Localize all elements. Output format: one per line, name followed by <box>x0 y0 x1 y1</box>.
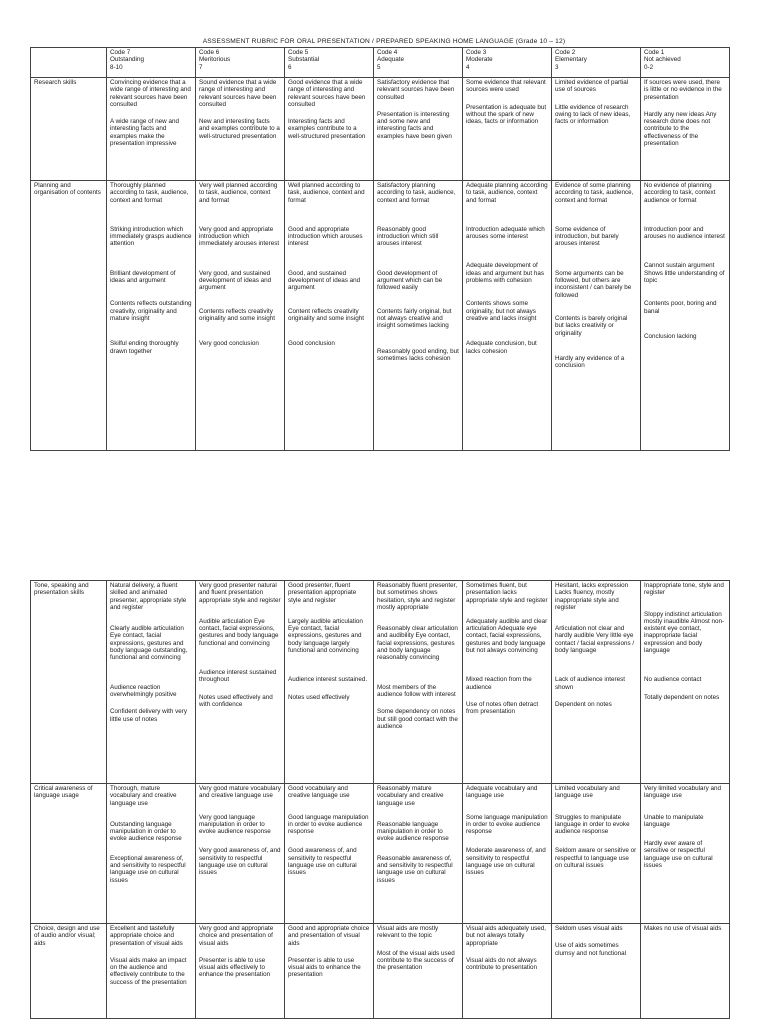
rubric-table-top <box>30 47 730 451</box>
rubric-cell <box>374 581 463 784</box>
descriptor-text: Very good and appropriate introduction which immediately arouses interest <box>199 225 280 248</box>
descriptor-text: Notes used effectively and with confidence <box>199 693 273 708</box>
header-line: 7 <box>199 63 203 71</box>
rubric-cell <box>196 924 285 1019</box>
header-line: Code 2 <box>555 49 576 56</box>
descriptor-text: Satisfactory planning according to task, audience, context and format <box>377 182 456 204</box>
rubric-cell <box>285 581 374 784</box>
descriptor-text: Satisfactory evidence that relevant sources have been consulted <box>377 79 455 101</box>
header-code-6 <box>196 48 285 78</box>
descriptor-text: Content reflects creativity originality and some insight <box>288 307 364 322</box>
descriptor-text: A wide range of new and interesting facts and examples make the presentation impressive <box>110 118 179 148</box>
descriptor-text: Audience interest sustained throughout <box>199 669 277 684</box>
descriptor-text: Reasonable awareness of, and sensitivity to respectful language use on cultural issues <box>377 854 453 884</box>
descriptor-text: Hardly ever aware of sensitive or respectful language use on cultural issues <box>644 840 713 870</box>
descriptor-text: Good evidence that a wide range of interesting and relevant sources have been consulted <box>288 79 366 108</box>
header-line: Code 4 <box>377 49 398 56</box>
descriptor-text: Thoroughly planned according to task, audience, context and format <box>110 182 189 204</box>
rubric-cell <box>374 784 463 924</box>
descriptor-text: Sound evidence that a wide range of interesting and relevant sources have been consulted <box>199 79 277 108</box>
rubric-cell <box>552 181 641 451</box>
header-line: 3 <box>555 63 559 71</box>
descriptor-text: Reasonable language manipulation in order to evoke audience response <box>377 820 449 843</box>
descriptor-text: Very good, and sustained development of ideas and argument <box>199 269 272 292</box>
rubric-cell <box>196 784 285 924</box>
descriptor-text: Inappropriate tone, style and register <box>644 582 724 597</box>
descriptor-text: Reasonably clear articulation and audibility Eye contact, facial expressions, gestures and body language reasonably convincing <box>377 625 458 662</box>
header-criteria-cell <box>31 48 107 78</box>
rubric-cell <box>285 784 374 924</box>
descriptor-text: Contents fairly original, but not always creative and insight sometimes lacking <box>377 307 452 330</box>
descriptor-text: Some arguments can be followed, but others are inconsistent / can barely be followed <box>555 269 632 299</box>
rubric-cell <box>463 181 552 451</box>
header-row <box>31 48 730 78</box>
rubric-row <box>31 78 730 181</box>
header-line: Moderate <box>466 56 493 64</box>
rubric-cell <box>552 924 641 1019</box>
header-line: Code 1 <box>644 49 665 56</box>
rubric-cell <box>463 78 552 181</box>
descriptor-text: Moderate awareness of, and sensitivity to respectful language use on cultural issues <box>466 847 546 877</box>
header-line: 4 <box>466 63 470 71</box>
header-code-3 <box>463 48 552 78</box>
descriptor-text: Good conclusion <box>288 340 335 348</box>
header-code-5 <box>285 48 374 78</box>
header-line: Code 3 <box>466 49 487 56</box>
descriptor-text: Sloppy indistinct articulation mostly inaudible Almost non-existent eye contact, inappropriate facial expression and body language <box>644 610 725 655</box>
descriptor-text: Lack of audience interest shown <box>555 676 626 691</box>
descriptor-text: Audience interest sustained. <box>288 676 368 684</box>
header-line: Meritorious <box>199 56 231 64</box>
descriptor-text: Very good language manipulation in order to evoke audience response <box>199 813 271 836</box>
rubric-row <box>31 784 730 924</box>
rubric-cell <box>641 924 730 1019</box>
descriptor-text: Limited evidence of partial use of sources <box>555 79 629 94</box>
rubric-cell <box>196 181 285 451</box>
descriptor-text: Presenter is able to use visual aids to enhance the presentation <box>288 956 361 979</box>
rubric-cell <box>552 784 641 924</box>
header-code-7 <box>107 48 196 78</box>
descriptor-text: No evidence of planning according to task, context audience or format <box>644 182 716 204</box>
descriptor-text: Good awareness of, and sensitivity to respectful language use on cultural issues <box>288 847 357 877</box>
rubric-cell <box>641 581 730 784</box>
rubric-row <box>31 924 730 1019</box>
descriptor-text: Struggles to manipulate language in order to evoke audience response <box>555 813 630 836</box>
descriptor-text: Introduction poor and arouses no audience interest <box>644 225 725 241</box>
descriptor-text: Some evidence of introduction, but barely arouses interest <box>555 225 619 248</box>
rubric-cell <box>107 784 196 924</box>
descriptor-text: Visual aids adequately used, but not always totally appropriate <box>466 925 547 947</box>
header-code-1 <box>641 48 730 78</box>
descriptor-text: Good, and sustained development of ideas and argument <box>288 269 361 292</box>
descriptor-text: Reasonably good introduction which still arouses interest <box>377 225 439 248</box>
descriptor-text: Sometimes fluent, but presentation lacks appropriate style and register <box>466 582 548 604</box>
descriptor-text: Adequate development of ideas and argument but has problems with cohesion <box>466 262 545 285</box>
descriptor-text: Well planned according to task, audience, context and format <box>288 182 365 204</box>
rubric-cell <box>463 784 552 924</box>
descriptor-text: Good language manipulation in order to evoke audience response <box>288 813 369 836</box>
descriptor-text: Clearly audible articulation Eye contact, facial expressions, gestures and body language outstanding, functional and convincing <box>110 625 188 662</box>
descriptor-text: Interesting facts and examples contribute to a well-structured presentation <box>288 118 366 140</box>
rubric-cell <box>641 784 730 924</box>
rubric-cell <box>196 78 285 181</box>
descriptor-text: Some language manipulation in order to evoke audience response <box>466 813 548 836</box>
descriptor-text: Totally dependent on notes <box>644 693 720 701</box>
descriptor-text: Contents reflects outstanding creativity, originality and mature insight <box>110 300 192 322</box>
descriptor-text: Presentation is interesting and some new and interesting facts and examples have been given <box>377 110 452 140</box>
descriptor-text: Hardly any evidence of a conclusion <box>555 354 625 370</box>
descriptor-text: Very good mature vocabulary and creative language use <box>199 785 281 800</box>
descriptor-text: Most of the visual aids used contribute to the success of the presentation <box>377 949 455 972</box>
descriptor-text: Contents poor, boring and banal <box>644 300 717 315</box>
descriptor-text: Reasonably mature vocabulary and creative language use <box>377 785 444 807</box>
descriptor-text: Striking introduction which immediately grasps audience attention <box>110 225 192 248</box>
descriptor-text: Adequate conclusion, but lacks cohesion <box>466 340 537 355</box>
descriptor-text: Some dependency on notes but still good contact with the audience <box>377 708 458 730</box>
rubric-cell <box>285 181 374 451</box>
descriptor-text: Contents is barely original but lacks creativity or originality <box>555 314 628 337</box>
criteria-label: Tone, speaking and presentation skills <box>31 581 107 784</box>
header-line: 5 <box>377 63 381 71</box>
criteria-label: Choice, design and use of audio and/or visual; aids <box>31 924 107 1019</box>
descriptor-text: Adequate vocabulary and language use <box>466 785 538 800</box>
descriptor-text: Very good presenter natural and fluent presentation appropriate style and register <box>199 582 281 604</box>
descriptor-text: If sources were used, there is little or no evidence in the presentation <box>644 79 722 101</box>
descriptor-text: Audible articulation Eye contact, facial expressions, gestures and body language functional and convincing <box>199 617 279 647</box>
header-line: Adequate <box>377 56 404 64</box>
header-line: Substantial <box>288 56 320 64</box>
header-line: 6 <box>288 63 292 71</box>
descriptor-text: Use of aids sometimes clumsy and not functional <box>555 942 627 957</box>
descriptor-text: Largely audible articulation Eye contact, facial expressions, gestures and body language largely functional and convincing <box>288 617 363 655</box>
rubric-cell <box>285 924 374 1019</box>
descriptor-text: Hardly any new ideas Any research done does not contribute to the effectiveness of the presentation <box>644 110 717 148</box>
rubric-cell <box>374 78 463 181</box>
descriptor-text: Very well planned according to task, audience, context and format <box>199 182 278 204</box>
rubric-cell <box>463 581 552 784</box>
header-line: Code 6 <box>199 49 220 56</box>
descriptor-text: Visual aids are mostly relevant to the topic <box>377 925 439 940</box>
descriptor-text: Confident delivery with very little use of notes <box>110 708 187 723</box>
descriptor-text: Mixed reaction from the audience <box>466 676 532 691</box>
descriptor-text: Limited vocabulary and language use <box>555 785 620 800</box>
rubric-cell <box>641 78 730 181</box>
descriptor-text: Hesitant, lacks expression Lacks fluency, mostly inappropriate style and register <box>555 582 629 611</box>
header-line: Elementary <box>555 56 587 64</box>
descriptor-text: Good vocabulary and creative language use <box>288 785 350 800</box>
descriptor-text: Contents reflects creativity originality and some insight <box>199 307 275 322</box>
descriptor-text: New and interesting facts and examples contribute to a well-structured presentation <box>199 118 280 140</box>
descriptor-text: Visual aids make an impact on the audience and effectively contribute to the success of the presentation <box>110 956 187 986</box>
descriptor-text: Good and appropriate introduction which arouses interest <box>288 225 363 248</box>
rubric-cell <box>107 78 196 181</box>
descriptor-text: Outstanding language manipulation in order to evoke audience response <box>110 820 182 843</box>
descriptor-text: No audience contact <box>644 676 702 684</box>
descriptor-text: Natural delivery, a fluent skilled and animated presenter, appropriate style and register <box>110 582 187 611</box>
descriptor-text: Excellent and tastefully appropriate choice and presentation of visual aids <box>110 925 183 947</box>
descriptor-text: Convincing evidence that a wide range of interesting and relevant sources have been consulted <box>110 79 191 108</box>
descriptor-text: Contents shows some originality, but not always creative and lacks insight <box>466 300 537 322</box>
rubric-cell <box>285 78 374 181</box>
rubric-cell <box>107 181 196 451</box>
criteria-label: Planning and organisation of contents <box>31 181 107 451</box>
descriptor-text: Use of notes often detract from presentation <box>466 700 539 716</box>
descriptor-text: Some evidence that relevant sources were used <box>466 79 546 94</box>
rubric-cell <box>107 581 196 784</box>
descriptor-text: Presentation is adequate but without the spark of new ideas, facts or information <box>466 103 547 126</box>
descriptor-text: Cannot sustain argument Shows little understanding of topic <box>644 262 725 285</box>
rubric-cell <box>374 181 463 451</box>
header-line: 0-2 <box>644 63 654 71</box>
descriptor-text: Makes no use of visual aids <box>644 925 722 932</box>
descriptor-text: Adequate planning according to task, audience, context and format <box>466 182 548 204</box>
descriptor-text: Very good and appropriate choice and presentation of visual aids <box>199 925 274 947</box>
header-line: Not achieved <box>644 56 681 64</box>
rubric-cell <box>107 924 196 1019</box>
page-title: ASSESSMENT RUBRIC FOR ORAL PRESENTATION / PREPARED SPEAKING HOME LANGUAGE (Grade 10 – 12) <box>202 38 566 45</box>
descriptor-text: Reasonably fluent presenter, but sometimes shows hesitation, style and register mostly appropriate <box>377 582 458 611</box>
rubric-cell <box>552 581 641 784</box>
descriptor-text: Audience reaction overwhelmingly positive <box>110 683 177 698</box>
descriptor-text: Good presenter, fluent presentation appropriate style and register <box>288 582 357 604</box>
rubric-cell <box>196 581 285 784</box>
descriptor-text: Seldom aware or sensitive or respectful to language use on cultural issues <box>555 847 637 870</box>
descriptor-text: Very good conclusion <box>199 340 259 348</box>
header-line: Code 7 <box>110 49 131 56</box>
descriptor-text: Dependent on notes <box>555 700 612 708</box>
descriptor-text: Evidence of some planning according to task, audience, context and format <box>555 182 634 204</box>
descriptor-text: Unable to manipulate language <box>644 813 704 828</box>
descriptor-text: Good and appropriate choice and presentation of visual aids <box>288 925 370 947</box>
descriptor-text: Notes used effectively <box>288 693 350 701</box>
descriptor-text: Visual aids do not always contribute to presentation <box>466 956 538 972</box>
rubric-cell <box>552 78 641 181</box>
descriptor-text: Presenter is able to use visual aids effectively to enhance the presentation <box>199 956 271 979</box>
descriptor-text: Conclusion lacking <box>644 332 697 340</box>
rubric-row <box>31 581 730 784</box>
descriptor-text: Adequately audible and clear articulation Adequate eye contact, facial expressions, gestures and body language but not always convincing <box>466 617 548 655</box>
descriptor-text: Brilliant development of ideas and argument <box>110 269 176 285</box>
descriptor-text: Reasonably good ending, but sometimes lacks cohesion <box>377 347 459 362</box>
descriptor-text: Very good awareness of, and sensitivity to respectful language use on cultural issues <box>199 847 281 877</box>
header-code-4 <box>374 48 463 78</box>
descriptor-text: Little evidence of research owing to lack of new ideas, facts or information <box>555 103 631 126</box>
criteria-label: Critical awareness of language usage <box>31 784 107 924</box>
descriptor-text: Seldom uses visual aids <box>555 925 623 932</box>
rubric-table-bottom <box>30 580 730 1019</box>
descriptor-text: Skilful ending thoroughly drawn together <box>110 340 179 355</box>
descriptor-text: Introduction adequate which arouses some interest <box>466 225 545 241</box>
descriptor-text: Very limited vocabulary and language use <box>644 785 722 800</box>
descriptor-text: Thorough, mature vocabulary and creative language use <box>110 785 177 807</box>
header-line: Code 5 <box>288 49 309 56</box>
rubric-cell <box>641 181 730 451</box>
rubric-cell <box>374 924 463 1019</box>
criteria-label: Research skills <box>31 78 107 181</box>
descriptor-text: Exceptional awareness of, and sensitivity to respectful language use on cultural issues <box>110 854 186 884</box>
header-line: Outstanding <box>110 56 144 64</box>
header-line: 8-10 <box>110 63 123 71</box>
rubric-cell <box>463 924 552 1019</box>
descriptor-text: Good development of argument which can be followed easily <box>377 269 443 292</box>
descriptor-text: Most members of the audience follow with interest <box>377 683 456 698</box>
rubric-row <box>31 181 730 451</box>
descriptor-text: Articulation not clear and hardly audible Very little eye contact / facial expressions / body language <box>555 625 635 655</box>
header-code-2 <box>552 48 641 78</box>
